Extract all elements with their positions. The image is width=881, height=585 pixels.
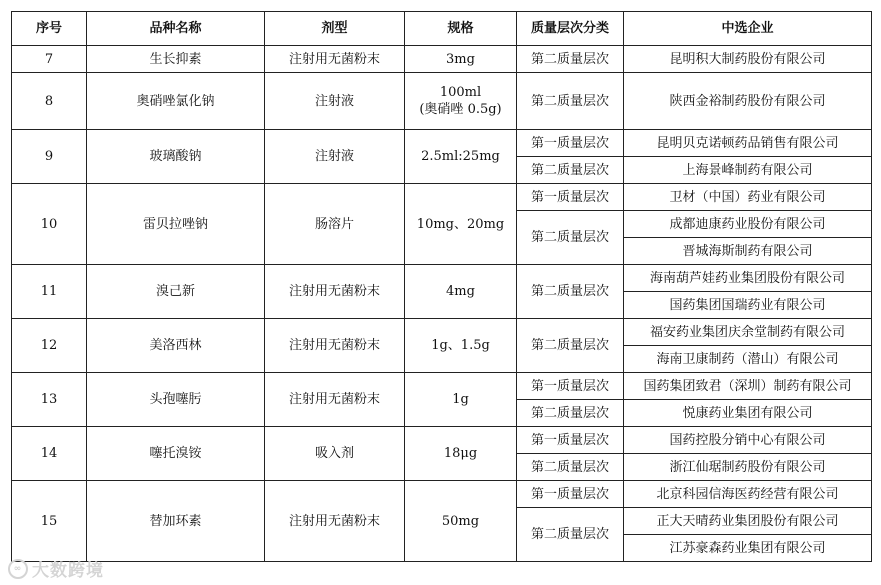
cell-no: 14 — [12, 427, 87, 481]
cell-form: 注射用无菌粉末 — [265, 265, 405, 319]
header-spec: 规格 — [405, 12, 517, 46]
cell-spec: 50mg — [405, 481, 517, 562]
table-row — [12, 319, 872, 346]
cell-company: 江苏豪森药业集团有限公司 — [624, 535, 872, 562]
cell-spec: 2.5ml:25mg — [405, 130, 517, 184]
cell-no: 10 — [12, 184, 87, 265]
table-row — [12, 46, 872, 73]
cell-company: 国药控股分销中心有限公司 — [624, 427, 872, 454]
table-row — [12, 184, 872, 211]
cell-spec: 18μg — [405, 427, 517, 481]
cell-no: 9 — [12, 130, 87, 184]
cell-company: 陕西金裕制药股份有限公司 — [624, 73, 872, 130]
cell-spec: 1g — [405, 373, 517, 427]
cell-company: 国药集团国瑞药业有限公司 — [624, 292, 872, 319]
cell-spec: 100ml (奥硝唑 0.5g) — [405, 73, 517, 130]
cell-tier: 第二质量层次 — [517, 157, 624, 184]
cell-name: 生长抑素 — [87, 46, 265, 73]
cell-company: 晋城海斯制药有限公司 — [624, 238, 872, 265]
cell-form: 注射液 — [265, 73, 405, 130]
cell-form: 注射用无菌粉末 — [265, 319, 405, 373]
cell-name: 美洛西林 — [87, 319, 265, 373]
cell-name: 噻托溴铵 — [87, 427, 265, 481]
table-body — [12, 46, 872, 562]
cell-tier: 第二质量层次 — [517, 319, 624, 373]
cell-company: 福安药业集团庆余堂制药有限公司 — [624, 319, 872, 346]
cell-form: 肠溶片 — [265, 184, 405, 265]
watermark-text: 大数跨境 — [32, 561, 104, 581]
cell-company: 海南葫芦娃药业集团股份有限公司 — [624, 265, 872, 292]
cell-tier: 第一质量层次 — [517, 373, 624, 400]
cell-company: 正大天晴药业集团股份有限公司 — [624, 508, 872, 535]
cell-name: 溴己新 — [87, 265, 265, 319]
cell-tier: 第二质量层次 — [517, 265, 624, 319]
cell-spec: 10mg、20mg — [405, 184, 517, 265]
cell-spec: 3mg — [405, 46, 517, 73]
cell-company: 浙江仙琚制药股份有限公司 — [624, 454, 872, 481]
cell-form: 注射液 — [265, 130, 405, 184]
cell-company: 上海景峰制药有限公司 — [624, 157, 872, 184]
cell-name: 雷贝拉唑钠 — [87, 184, 265, 265]
cell-form: 注射用无菌粉末 — [265, 373, 405, 427]
cell-company: 海南卫康制药（潜山）有限公司 — [624, 346, 872, 373]
header-name: 品种名称 — [87, 12, 265, 46]
header-company: 中选企业 — [624, 12, 872, 46]
cell-company: 成都迪康药业股份有限公司 — [624, 211, 872, 238]
cell-form: 注射用无菌粉末 — [265, 46, 405, 73]
cell-form: 注射用无菌粉末 — [265, 481, 405, 562]
table-row — [12, 373, 872, 400]
table-row — [12, 265, 872, 292]
header-form: 剂型 — [265, 12, 405, 46]
cell-no: 12 — [12, 319, 87, 373]
header-row — [12, 12, 872, 46]
cell-spec: 4mg — [405, 265, 517, 319]
cell-no: 11 — [12, 265, 87, 319]
cell-company: 昆明积大制药股份有限公司 — [624, 46, 872, 73]
cell-tier: 第一质量层次 — [517, 481, 624, 508]
table-row — [12, 481, 872, 508]
cell-no: 15 — [12, 481, 87, 562]
cell-company: 悦康药业集团有限公司 — [624, 400, 872, 427]
cell-tier: 第二质量层次 — [517, 508, 624, 562]
cell-company: 昆明贝克诺顿药品销售有限公司 — [624, 130, 872, 157]
drug-selection-table — [11, 11, 872, 562]
table-row — [12, 130, 872, 157]
cell-spec: 1g、1.5g — [405, 319, 517, 373]
table-row — [12, 73, 872, 130]
cell-tier: 第二质量层次 — [517, 211, 624, 265]
cell-tier: 第二质量层次 — [517, 73, 624, 130]
header-no: 序号 — [12, 12, 87, 46]
watermark — [8, 556, 104, 581]
cell-name: 头孢噻肟 — [87, 373, 265, 427]
cell-no: 7 — [12, 46, 87, 73]
logo-icon: ∞ — [8, 559, 28, 579]
cell-name: 奥硝唑氯化钠 — [87, 73, 265, 130]
cell-name: 玻璃酸钠 — [87, 130, 265, 184]
cell-form: 吸入剂 — [265, 427, 405, 481]
table-row — [12, 427, 872, 454]
cell-tier: 第二质量层次 — [517, 454, 624, 481]
cell-no: 13 — [12, 373, 87, 427]
cell-tier: 第一质量层次 — [517, 130, 624, 157]
header-tier: 质量层次分类 — [517, 12, 624, 46]
cell-no: 8 — [12, 73, 87, 130]
cell-tier: 第二质量层次 — [517, 46, 624, 73]
cell-tier: 第二质量层次 — [517, 400, 624, 427]
cell-tier: 第一质量层次 — [517, 184, 624, 211]
cell-company: 北京科园信海医药经营有限公司 — [624, 481, 872, 508]
cell-company: 卫材（中国）药业有限公司 — [624, 184, 872, 211]
cell-name: 替加环素 — [87, 481, 265, 562]
cell-company: 国药集团致君（深圳）制药有限公司 — [624, 373, 872, 400]
cell-tier: 第一质量层次 — [517, 427, 624, 454]
